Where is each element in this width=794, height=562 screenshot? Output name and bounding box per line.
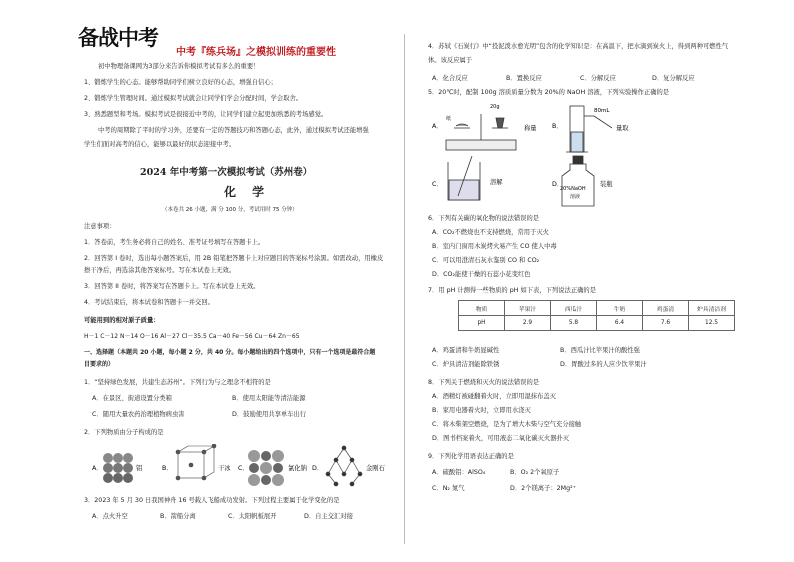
table-row: [459, 316, 735, 331]
note-item-2: 2．回答第 I 卷时，选出每小题答案后，用 2B 铅笔把答题卡上对应题目的答案标号涂黑。如需改动，用橡皮: [84, 255, 384, 262]
q2-option-c: C．: [238, 465, 249, 472]
intro-para-1: 中考的周期除了平时的学习外，还要有一定的答题技巧和答题心态，此外，通过模拟考试还能增强: [98, 127, 369, 134]
q1-option-b: B．使用太阳能等清洁能源: [232, 395, 306, 402]
q3-option-a: A．点火升空: [92, 513, 128, 520]
brand-logo: [78, 20, 162, 54]
q6-option-c: C．可以用澄清石灰水鉴别 CO 和 CO₂: [432, 257, 540, 264]
atomic-heading: 可能用到的相对原子质量：: [84, 317, 160, 324]
q5-volume-mark: 80mL: [594, 108, 610, 114]
table-cell: 6.4: [597, 316, 643, 331]
q5-bottle-label-1: 20%NaOH: [560, 186, 586, 192]
q7-option-b: B．西瓜汁比苹果汁的酸性强: [560, 347, 640, 354]
right-column: [404, 0, 794, 562]
q4-option-c: C．分解反应: [580, 75, 616, 82]
q2-label-a: 铝: [136, 465, 143, 472]
q6-stem: 6．下列有关碳的氧化物的说法错误的是: [428, 215, 540, 222]
q5-option-c: C．: [432, 181, 443, 188]
q9-option-a: A．硫酸铝：AlSO₄: [432, 469, 486, 476]
q6-option-b: B．室内门窗用木炭烤火易产生 CO 使人中毒: [432, 243, 557, 250]
table-header-cell: 牛奶: [597, 301, 643, 316]
q5-paper-label: 纸: [446, 116, 452, 122]
q7-option-a: A．鸡蛋清和牛奶显碱性: [432, 347, 500, 354]
q4-option-b: B．置换反应: [506, 75, 542, 82]
table-header-cell: 苹果汁: [505, 301, 551, 316]
q5-option-d: D．: [552, 181, 564, 188]
q9-option-d: D．2个镁离子：2Mg²⁺: [510, 485, 576, 492]
q6-option-d: D．CO₂能使干燥的石蕊小花变红色: [432, 271, 531, 278]
table-cell: 7.6: [643, 316, 689, 331]
ph-table: [458, 300, 735, 331]
q5-apparatus: [432, 100, 752, 210]
section-title-line1: 一、选择题（本题共 20 小题，每小题 2 分，共 40 分。每小题给出的四个选项中，只有一个选项是最符合题: [84, 349, 376, 356]
q1-option-d: D．鼓励使用共享单车出行: [232, 411, 307, 418]
table-header-cell: 炉具清洁剂: [689, 301, 735, 316]
q2-label-b: 干冰: [218, 465, 231, 472]
q8-option-c: C．将木柴架空燃烧，是为了增大木柴与空气充分接触: [432, 421, 582, 428]
q8-option-b: B．家用电器着火时，立即用水浇灭: [432, 407, 531, 414]
q5-bottle-label-2: 溶液: [570, 194, 581, 200]
q5-label-c: 溶解: [490, 179, 503, 186]
q9-stem: 9．下列化学用语表达正确的是: [428, 453, 514, 460]
aluminum-lattice-image: [103, 453, 133, 483]
q3-stem: 3．2023 年 5 月 30 日我国神舟 16 号载人飞船成功发射。下列过程主要属于化学变化的是: [84, 497, 340, 504]
promo-title: 中考『练兵场』之模拟训练的重要性: [176, 47, 336, 58]
q1-stem: 1．“坚持绿色发展，共建生态苏州”。下列行为与之理念不相符的是: [84, 379, 271, 386]
exam-meta: （本卷共 26 小题，满 分 100 分，考试用时 75 分钟）: [162, 207, 298, 213]
q2-option-b: B．: [162, 465, 173, 472]
q5-option-b: B．: [552, 123, 563, 130]
table-cell: 12.5: [689, 316, 735, 331]
q1-option-c: C．随用大量农药治理植物病虫害: [92, 411, 185, 418]
intro-point-2: 2、锻炼学生管理时间。通过模拟考试就会让同学们学会分配时间，学会取舍。: [84, 95, 303, 102]
intro-point-3: 3、熟悉题型和考场。模拟考试是很接近中考的，让同学们建立起更加熟悉的考场感觉。: [84, 111, 328, 118]
beaker-stirring-image: [448, 156, 480, 200]
q2-option-a: A．: [92, 465, 103, 472]
table-header-cell: 鸡蛋清: [643, 301, 689, 316]
intro-para-2: 学生们面对高考的信心，能够以最好的状态迎接中考。: [84, 141, 236, 148]
q4-option-d: D．复分解反应: [652, 75, 695, 82]
q9-option-b: B．O₂ 2个氧原子: [510, 469, 560, 476]
table-header-row: [459, 301, 735, 316]
exam-title: 2024 年中考第一次模拟考试（苏州卷）: [140, 167, 313, 178]
note-item-3: 3．回答第 II 卷时，将答案写在答题卡上。写在本试卷上无效。: [84, 283, 260, 290]
note-item-4: 4．考试结束后，将本试卷和答题卡一并交回。: [84, 299, 214, 306]
q3-option-b: B．箭船分离: [160, 513, 196, 520]
q2-label-c: 氯化钠: [288, 465, 307, 472]
table-cell: 5.8: [551, 316, 597, 331]
table-header-cell: 物质: [459, 301, 505, 316]
q3-option-c: C．太阳帆板展开: [228, 513, 277, 520]
diamond-lattice-image: [326, 446, 362, 486]
section-title-line2: 目要求的）: [84, 361, 115, 368]
notes-heading: 注意事项：: [84, 223, 116, 230]
q7-option-c: C．炉具清洁剂能除铁锈: [432, 361, 500, 368]
q4-stem-line1: 4．苏轼《石炭行》中“投泥泼水愈光明”包含的化学知识是：在高温下，把水滴到炭火上，得到两种可燃性气: [428, 43, 729, 50]
q5-label-a: 称量: [524, 125, 537, 132]
q4-option-a: A．化合反应: [432, 75, 468, 82]
q2-label-d: 金刚石: [366, 465, 385, 472]
balance-image: [446, 114, 516, 150]
exam-subject: 化 学: [224, 185, 271, 199]
sodium-chloride-lattice-image: [248, 450, 284, 486]
table-cell: 2.9: [505, 316, 551, 331]
q5-label-d: 装瓶: [600, 181, 613, 188]
note-item-1: 1．答卷前，考生务必将自己的姓名、准考证号填写在答题卡上。: [84, 239, 265, 246]
q6-option-a: A．CO₂不燃烧也不支持燃烧，常用于灭火: [432, 229, 549, 236]
q5-label-b: 量取: [616, 125, 629, 132]
intro-lead: 初中物理备课网为3部分来告诉你模拟考试有多么的重要！: [98, 63, 260, 70]
note-item-2b: 擦干净后，再选涂其他答案标号。写在本试卷上无效。: [84, 267, 236, 274]
q8-option-d: D．图书档案着火，可用液态二氧化碳灭火器扑灭: [432, 435, 570, 442]
atomic-values: H－1 C－12 N－14 O－16 Al－27 Cl－35.5 Ca－40 Fe－56 Cu－64 Zn－65: [84, 333, 300, 340]
q8-option-a: A．酒精灯被碰翻着火时，立即用湿抹布盖灭: [432, 393, 556, 400]
q7-stem: 7．用 pH 计测得一些物质的 pH 如下表，下列说法正确的是: [428, 287, 597, 294]
q3-option-d: D．自主交汇对接: [304, 513, 353, 520]
table-header-cell: 西瓜汁: [551, 301, 597, 316]
q2-option-d: D．: [312, 465, 324, 472]
intro-point-1: 1、锻炼学生的心态。能够帮助同学们树立良好的心态，增强自信心；: [84, 79, 277, 86]
q5-weight-label: 20g: [490, 104, 500, 110]
q5-stem: 5．20℃时，配制 100g 溶质质量分数为 20%的 NaOH 溶液，下列实验操作正确的是: [428, 89, 670, 96]
q8-stem: 8．下列关于燃烧和灭火的说法错误的是: [428, 379, 540, 386]
q4-stem-line2: 体。该反应属于: [428, 57, 473, 64]
q7-option-d: D．胃酸过多的人应少饮苹果汁: [560, 361, 647, 368]
q5-option-a: A．: [432, 123, 443, 130]
logo-text: 备战中考: [78, 25, 158, 50]
q2-stem: 2．下列物质由分子构成的是: [84, 429, 164, 436]
q9-option-c: C．N₂ 氮气: [432, 485, 465, 492]
q2-structures: [86, 444, 386, 488]
dry-ice-lattice-image: [176, 444, 216, 480]
table-cell: pH: [459, 316, 505, 331]
q1-option-a: A．在景区、街道设置分类箱: [92, 395, 172, 402]
